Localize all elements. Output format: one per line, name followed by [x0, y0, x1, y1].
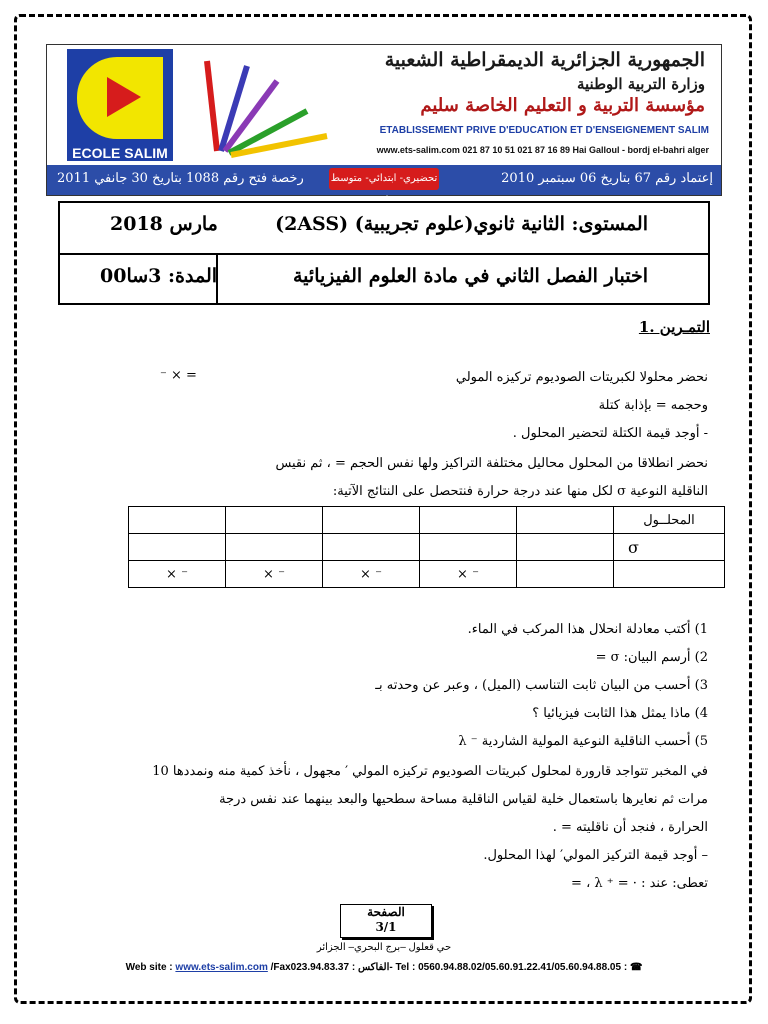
info-row-exam — [60, 255, 708, 305]
table-row — [129, 561, 725, 588]
website-link[interactable]: www.ets-salim.com — [175, 962, 268, 973]
footer-contact — [0, 962, 768, 973]
date-text: مارس 2018 — [110, 213, 218, 235]
table-row — [129, 507, 725, 534]
school-logo — [67, 49, 173, 161]
institution-title-ar: مؤسسة التربية و التعليم الخاصة سليم — [420, 95, 705, 116]
info-row-level — [60, 203, 708, 255]
question-1: 1) أكتب معادلة انحلال هذا المركب في الماء. — [467, 622, 708, 637]
accreditation-strip — [47, 165, 721, 206]
question-5: 5) أحسب الناقلية النوعية المولية الشاردية ⁻ λ — [458, 734, 708, 749]
table-row — [129, 534, 725, 561]
ministry-title: وزارة التربية الوطنية — [576, 75, 705, 93]
paragraph-line-1: في المخبر تتواجد قارورة لمحلول كبريتات الصوديوم تركيزه المولي ′ مجهول ، نأخذ كمية منه ونمددها 10 — [152, 764, 708, 779]
line-5: الناقلية النوعية σ لكل منها عند درجة حرارة فنتحصل على النتائج الآتية: — [332, 484, 708, 499]
exam-title: اختبار الفصل الثاني في مادة العلوم الفيزيائية — [293, 265, 648, 287]
paragraph-line-4: – أوجد قيمة التركيز المولي′ لهذا المحلول. — [483, 848, 708, 863]
institution-title-fr: ETABLISSEMENT PRIVE D'EDUCATION ET D'ENSEIGNEMENT SALIM — [379, 125, 709, 136]
level-text: المستوى: الثانية ثانوي(علوم تجريبية) (2ASS) — [275, 213, 648, 235]
phone-icon: ☎ — [627, 962, 643, 973]
paragraph-line-3: الحرارة ، فنجد أن ناقليته = . — [552, 820, 708, 835]
table-cell: × ⁻ — [323, 561, 420, 588]
paragraph-line-5: تعطى: عند : · = ⁺ λ ، = — [571, 876, 708, 891]
school-header — [46, 44, 722, 206]
line-1: نحضر محلولا لكبريتات الصوديوم تركيزه المولي — [455, 370, 708, 385]
footer-phones: /Fax023.94.83.37 : الفاكس- Tel : 0560.94.88.02/05.60.91.22.41/05.60.94.88.05 : — [267, 962, 628, 973]
paragraph-line-2: مرات ثم نعايرها باستعمال خلية لقياس الناقلية مساحة سطحيها والبعد بينهما عند نفس درجة — [219, 792, 708, 807]
pencils-icon — [187, 51, 337, 161]
contact-line: www.ets-salim.com 021 87 10 51 021 87 16 89 Hai Galloul - bordj el-bahri alger — [376, 145, 709, 155]
line-1-formula: = × ⁻ — [160, 368, 197, 383]
page-number-box — [340, 904, 432, 938]
page-label: الصفحة — [367, 905, 405, 919]
exam-info-box — [58, 201, 710, 305]
levels-badge: تحضيري- ابتدائي- متوسط - ثانوي — [329, 168, 439, 190]
table-cell: × ⁻ — [420, 561, 517, 588]
table-cell: × ⁻ — [129, 561, 226, 588]
footer-address: حي قعلول –برج البحري– الجزائر — [316, 942, 452, 953]
table-header-cell: المحلــول — [614, 507, 725, 534]
results-table — [128, 506, 725, 588]
republic-title: الجمهورية الجزائرية الديمقراطية الشعبية — [384, 49, 705, 71]
duration-text: المدة: 3سا00 — [100, 265, 218, 287]
question-3: 3) أحسب من البيان ثابت التناسب (الميل) ، وعبر عن وحدته بـ — [375, 678, 708, 693]
exercise-title: التمـرين .1 — [638, 318, 710, 336]
question-2: 2) أرسم البيان: σ = — [595, 650, 708, 665]
line-4: نحضر انطلاقا من المحلول محاليل مختلفة التراكيز ولها نفس الحجم = ، ثم نقيس — [275, 456, 708, 471]
license-text: رخصة فتح رقم 1088 بتاريخ 30 جانفي 2011 — [57, 171, 304, 186]
logo-text: ECOLE SALIM — [72, 145, 168, 161]
table-cell: × ⁻ — [226, 561, 323, 588]
line-2: وحجمه = بإذابة كتلة — [598, 398, 708, 413]
play-icon — [107, 77, 141, 117]
accreditation-text: إعتماد رقم 67 بتاريخ 06 سبتمبر 2010 — [501, 171, 713, 186]
line-3: - أوجد قيمة الكتلة لتحضير المحلول . — [512, 426, 708, 441]
question-4: 4) ماذا يمثل هذا الثابت فيزيائيا ؟ — [532, 706, 708, 721]
website-label: Web site : — [125, 962, 176, 973]
page-number: 3/1 — [375, 920, 397, 934]
sigma-cell: σ — [614, 534, 725, 561]
